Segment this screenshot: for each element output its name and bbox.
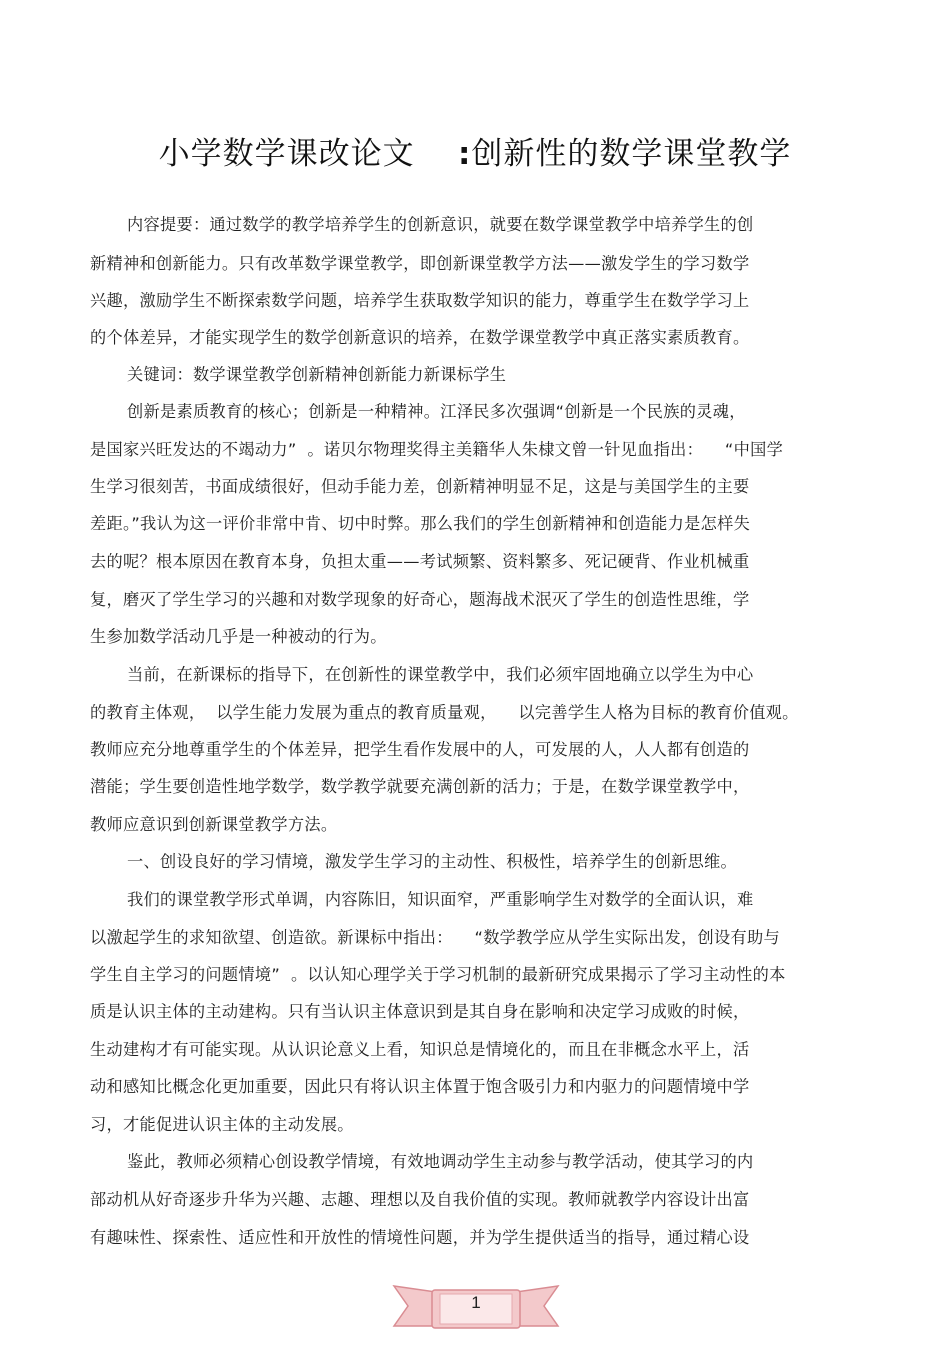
paragraph-line: 鉴此，教师必须精心创设教学情境，有效地调动学生主动参与教学活动，使其学习的内: [127, 1152, 754, 1171]
paragraph-line: 当前，在新课标的指导下，在创新性的课堂教学中，我们必须牢固地确立以学生为中心: [127, 665, 754, 684]
paragraph-line: 质是认识主体的主动建构。只有当认识主体意识到是其自身在影响和决定学习成败的时候，: [90, 1002, 750, 1021]
abstract-line-1: 内容提要：通过数学的教学培养学生的创新意识，就要在数学课堂教学中培养学生的创: [127, 215, 754, 234]
paragraph-line: 复，磨灭了学生学习的兴趣和对数学现象的好奇心，题海战术泯灭了学生的创造性思维，学: [90, 590, 750, 609]
page-number-badge: [392, 1282, 560, 1334]
paragraph-line: 是国家兴旺发达的不竭动力” 。诺贝尔物理奖得主美籍华人朱棣文曾一针见血指出： “中国学: [90, 440, 784, 459]
paragraph-line: 差距。”我认为这一评价非常中肯、切中时弊。那么我们的学生创新精神和创造能力是怎样失: [90, 514, 751, 533]
paragraph-line: 的教育主体观， 以学生能力发展为重点的教育质量观， 以完善学生人格为目标的教育价值观。: [90, 703, 799, 722]
section-heading: 一、创设良好的学习情境，激发学生学习的主动性、积极性，培养学生的创新思维。: [127, 852, 738, 871]
paragraph-line: 教师应意识到创新课堂教学方法。: [90, 815, 338, 834]
paragraph-line: 动和感知比概念化更加重要，因此只有将认识主体置于饱含吸引力和内驱力的问题情境中学: [90, 1077, 750, 1096]
abstract-line-4: 的个体差异，才能实现学生的数学创新意识的培养，在数学课堂教学中真正落实素质教育。: [90, 328, 750, 347]
paragraph-line: 生动建构才有可能实现。从认识论意义上看，知识总是情境化的，而且在非概念水平上，活: [90, 1040, 750, 1059]
paragraph-line: 以激起学生的求知欲望、创造欲。新课标中指出： “数学教学应从学生实际出发，创设有助与: [90, 928, 780, 947]
paragraph-line: 部动机从好奇逐步升华为兴趣、志趣、理想以及自我价值的实现。教师就教学内容设计出富: [90, 1190, 750, 1209]
paragraph-line: 有趣味性、探索性、适应性和开放性的情境性问题，并为学生提供适当的指导，通过精心设: [90, 1228, 750, 1247]
page-number: 1: [471, 1293, 481, 1312]
paragraph-line: 生参加数学活动几乎是一种被动的行为。: [90, 627, 387, 646]
paragraph-line: 学生自主学习的问题情境” 。以认知心理学关于学习机制的最新研究成果揭示了学习主动性的本: [90, 965, 786, 984]
paragraph-line: 潜能；学生要创造性地学数学，数学教学就要充满创新的活力；于是，在数学课堂教学中，: [90, 777, 750, 796]
paragraph-line: 创新是素质教育的核心；创新是一种精神。江泽民多次强调“创新是一个民族的灵魂，: [127, 402, 746, 421]
abstract-line-2: 新精神和创新能力。只有改革数学课堂教学，即创新课堂教学方法——激发学生的学习数学: [90, 254, 750, 273]
paragraph-line: 生学习很刻苦，书面成绩很好，但动手能力差，创新精神明显不足，这是与美国学生的主要: [90, 477, 750, 496]
paragraph-line: 去的呢？根本原因在教育本身，负担太重——考试频繁、资料繁多、死记硬背、作业机械重: [90, 552, 750, 571]
paragraph-line: 教师应充分地尊重学生的个体差异，把学生看作发展中的人，可发展的人，人人都有创造的: [90, 740, 750, 759]
page-title: [0, 128, 950, 173]
abstract-line-3: 兴趣，激励学生不断探索数学问题，培养学生获取数学知识的能力，尊重学生在数学学习上: [90, 291, 750, 310]
keywords-line: 关键词：数学课堂教学创新精神创新能力新课标学生: [127, 365, 507, 384]
title-colon: :: [458, 136, 472, 172]
title-main: 小学数学课改论文: [158, 136, 415, 172]
paragraph-line: 我们的课堂教学形式单调，内容陈旧，知识面窄，严重影响学生对数学的全面认识，难: [127, 890, 754, 909]
title-rest: 创新性的数学课堂教学: [471, 136, 792, 172]
paragraph-line: 习，才能促进认识主体的主动发展。: [90, 1115, 354, 1134]
